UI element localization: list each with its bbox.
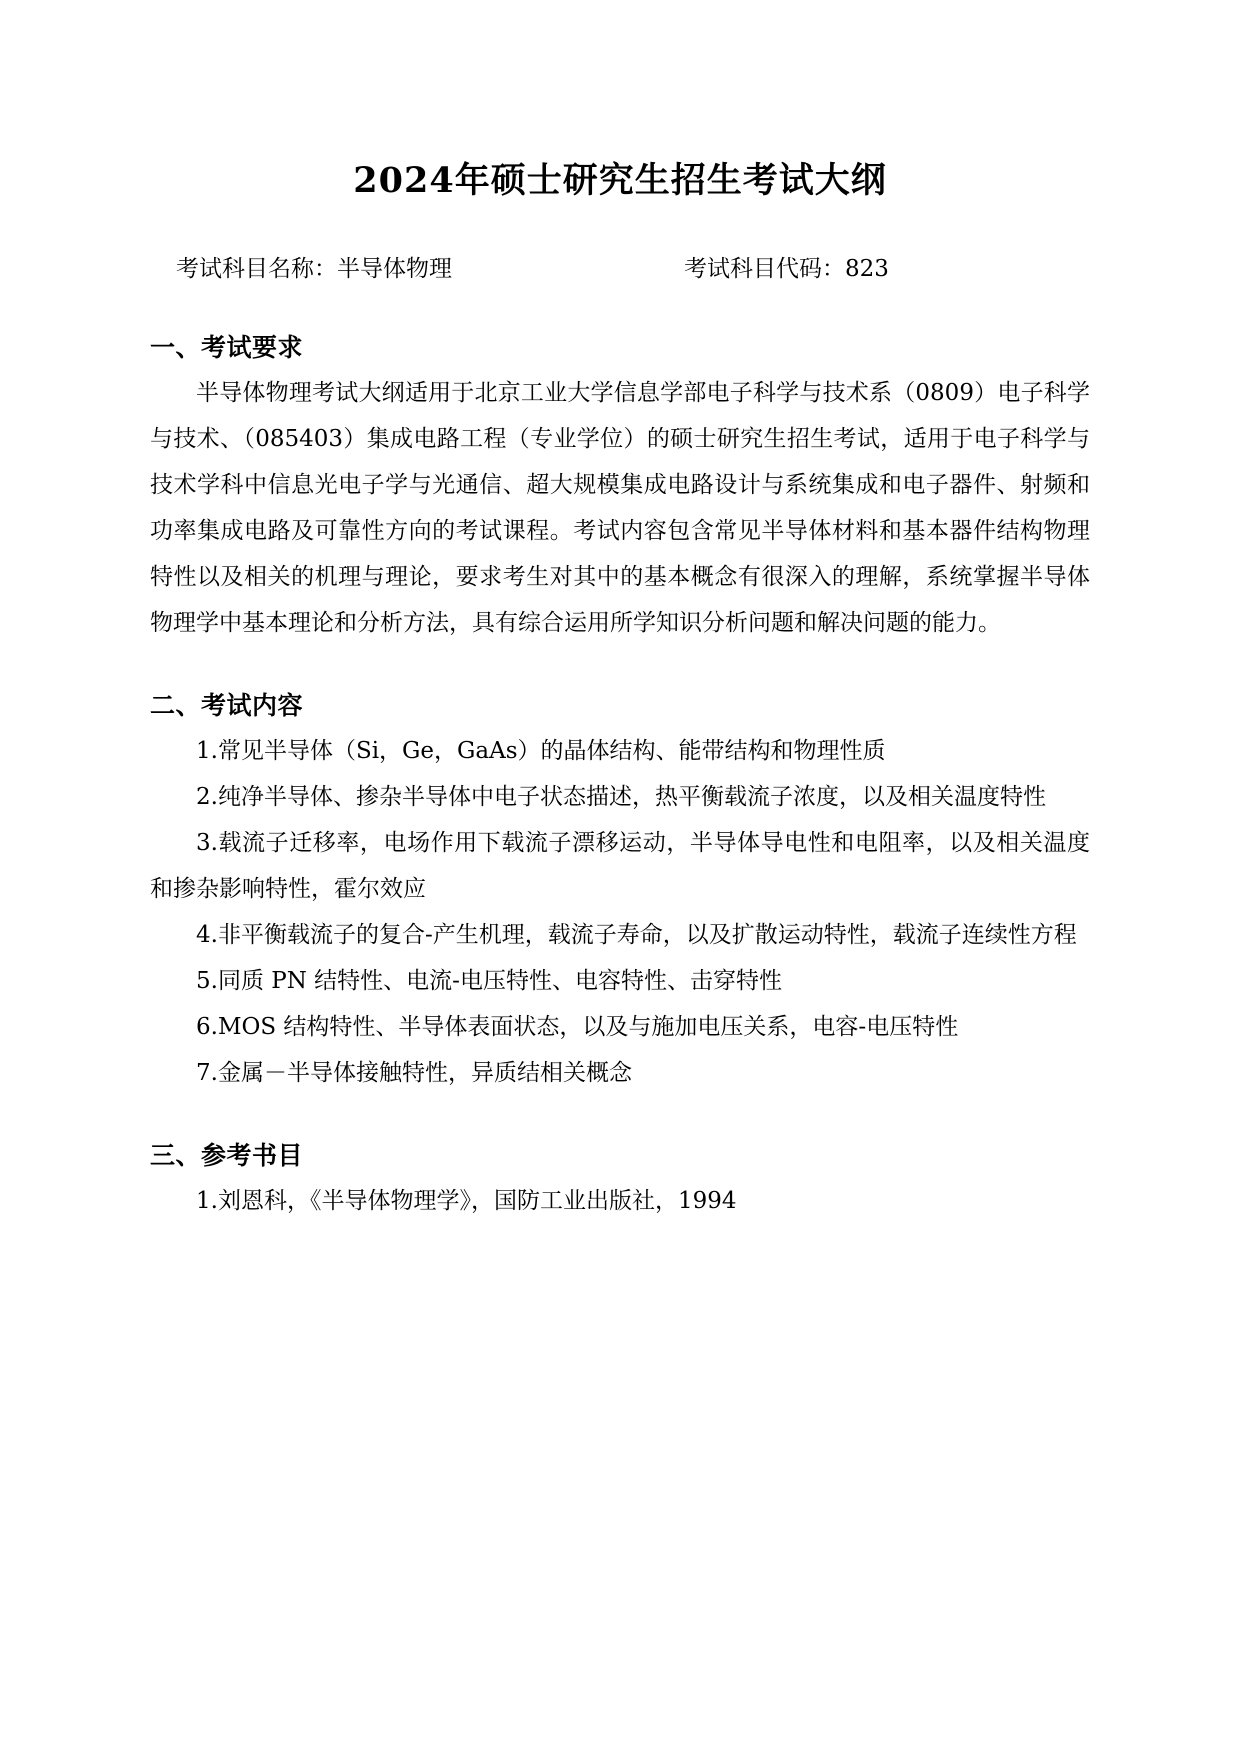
list-item: 1.常见半导体（Si，Ge，GaAs）的晶体结构、能带结构和物理性质 xyxy=(196,737,886,764)
list-item: 4.非平衡载流子的复合-产生机理，载流子寿命，以及扩散运动特性，载流子连续性方程 xyxy=(196,921,1077,948)
subject-code-label: 考试科目代码：823 xyxy=(684,256,889,282)
list-item: 7.金属－半导体接触特性，异质结相关概念 xyxy=(196,1059,632,1086)
subject-name-label: 考试科目名称：半导体物理 xyxy=(176,256,452,282)
list-item: 6.MOS 结构特性、半导体表面状态，以及与施加电压关系，电容-电压特性 xyxy=(196,1013,959,1040)
list-item: 1.刘恩科，《半导体物理学》，国防工业出版社，1994 xyxy=(196,1187,737,1214)
list-item: 3.载流子迁移率，电场作用下载流子漂移运动，半导体导电性和电阻率，以及相关温度和掺杂影响特性，霍尔效应 xyxy=(150,829,1090,902)
list-item: 5.同质 PN 结特性、电流-电压特性、电容特性、击穿特性 xyxy=(196,967,782,994)
page-title: 2024年硕士研究生招生考试大纲 xyxy=(353,160,887,201)
section-heading-references: 三、参考书目 xyxy=(150,1140,304,1170)
subject-info-row xyxy=(150,251,1090,288)
section-heading-exam-content: 二、考试内容 xyxy=(150,690,304,720)
list-item: 2.纯净半导体、掺杂半导体中电子状态描述，热平衡载流子浓度，以及相关温度特性 xyxy=(196,783,1046,810)
exam-requirements-paragraph: 半导体物理考试大纲适用于北京工业大学信息学部电子科学与技术系（0809）电子科学与技术、（085403）集成电路工程（专业学位）的硕士研究生招生考试，适用于电子科学与技术学科中信息光电子学与光通信、超大规模集成电路设计与系统集成和电子器件、射频和功率集成电路及可靠性方向的考试课程。考试内容包含常见半导体材料和基本器件结构物理特性以及相关的机理与理论，要求考生对其中的基本概念有很深入的理解，系统掌握半导体物理学中基本理论和分析方法，具有综合运用所学知识分析问题和解决问题的能力。 xyxy=(150,379,1090,636)
section-heading-exam-requirements: 一、考试要求 xyxy=(150,332,304,362)
